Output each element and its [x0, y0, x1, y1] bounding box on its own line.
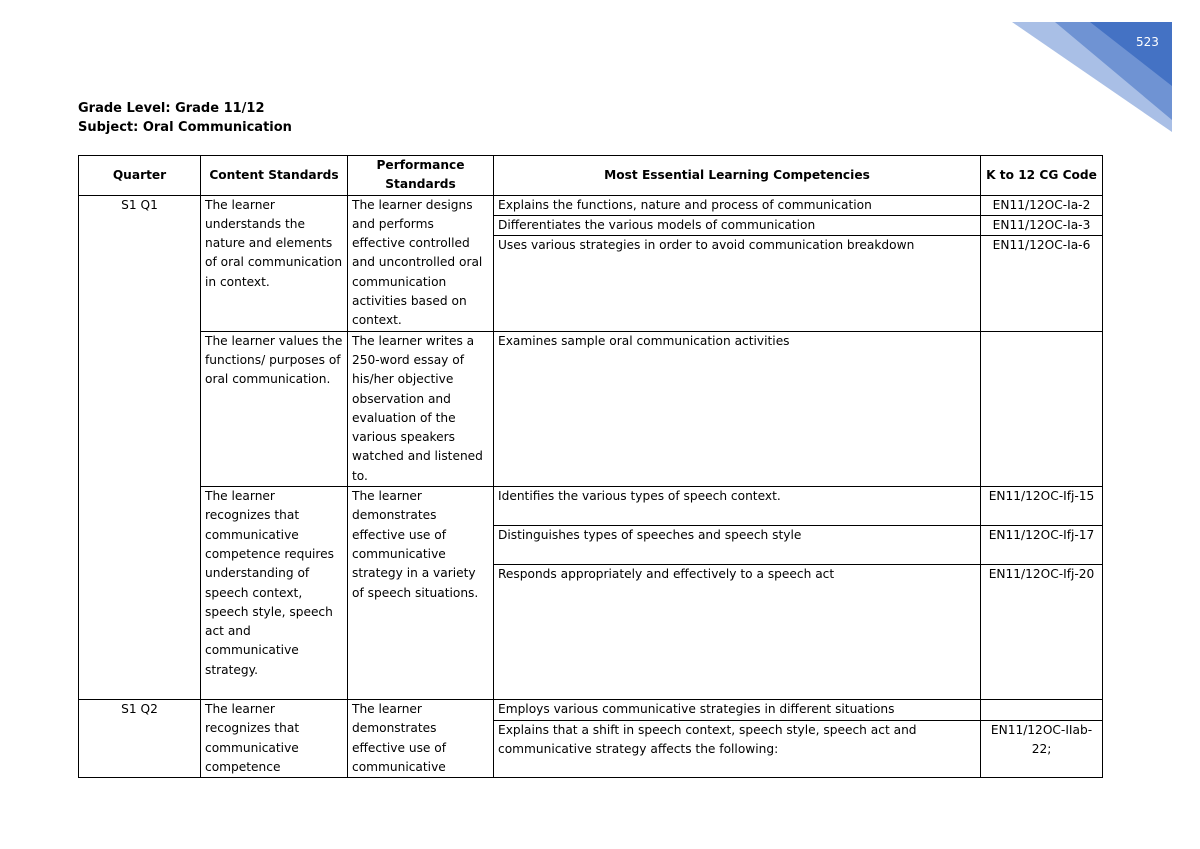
- content-standard-cell: The learner recognizes that communicative competence requires understanding of speech context, speech style, speech act and communicative strategy.: [201, 487, 348, 700]
- quarter-cell: S1 Q2: [79, 700, 201, 778]
- header-quarter: Quarter: [79, 156, 201, 196]
- competency-cell: Examines sample oral communication activities: [494, 331, 981, 486]
- code-cell: EN11/12OC-Ia-3: [981, 215, 1103, 235]
- code-cell: EN11/12OC-Ifj-17: [981, 526, 1103, 565]
- code-cell: EN11/12OC-IIab-22;: [981, 720, 1103, 777]
- competencies-table: [78, 155, 1103, 778]
- performance-standard-cell: The learner writes a 250-word essay of his/her objective observation and evaluation of the various speakers watched and listened to.: [348, 331, 494, 486]
- competency-cell: Uses various strategies in order to avoid communication breakdown: [494, 236, 981, 331]
- code-cell: EN11/12OC-Ifj-20: [981, 565, 1103, 700]
- content-standard-cell: The learner recognizes that communicative competence: [201, 700, 348, 778]
- competency-cell: Employs various communicative strategies in different situations: [494, 700, 981, 721]
- code-cell: EN11/12OC-Ia-2: [981, 195, 1103, 215]
- table-row: [79, 700, 1103, 721]
- performance-standard-cell: The learner demonstrates effective use of communicative strategy in a variety of speech situations.: [348, 487, 494, 700]
- quarter-cell: S1 Q1: [79, 195, 201, 699]
- code-cell: EN11/12OC-Ifj-15: [981, 487, 1103, 526]
- header-performance-standards: Performance Standards: [348, 156, 494, 196]
- competency-cell: Identifies the various types of speech context.: [494, 487, 981, 526]
- code-cell: EN11/12OC-Ia-6: [981, 236, 1103, 331]
- content-standard-cell: The learner values the functions/ purposes of oral communication.: [201, 331, 348, 486]
- code-cell: [981, 331, 1103, 486]
- header-row: [79, 156, 1103, 196]
- competency-cell: Explains the functions, nature and process of communication: [494, 195, 981, 215]
- competency-cell: Differentiates the various models of communication: [494, 215, 981, 235]
- competency-cell: Explains that a shift in speech context, speech style, speech act and communicative strategy affects the following:: [494, 720, 981, 777]
- header-cg-code: K to 12 CG Code: [981, 156, 1103, 196]
- content-standard-cell: The learner understands the nature and elements of oral communication in context.: [201, 195, 348, 331]
- header-competencies: Most Essential Learning Competencies: [494, 156, 981, 196]
- subject: Subject: Oral Communication: [78, 120, 292, 135]
- page-number: 523: [1136, 35, 1159, 49]
- table-row: [79, 331, 1103, 486]
- header-content-standards: Content Standards: [201, 156, 348, 196]
- competency-cell: Responds appropriately and effectively to a speech act: [494, 565, 981, 700]
- document-heading: [78, 99, 292, 137]
- competency-cell: Distinguishes types of speeches and speech style: [494, 526, 981, 565]
- code-cell: [981, 700, 1103, 721]
- table-row: [79, 487, 1103, 526]
- table-row: [79, 195, 1103, 215]
- performance-standard-cell: The learner demonstrates effective use of communicative: [348, 700, 494, 778]
- grade-level: Grade Level: Grade 11/12: [78, 101, 265, 116]
- performance-standard-cell: The learner designs and performs effective controlled and uncontrolled oral communication activities based on context.: [348, 195, 494, 331]
